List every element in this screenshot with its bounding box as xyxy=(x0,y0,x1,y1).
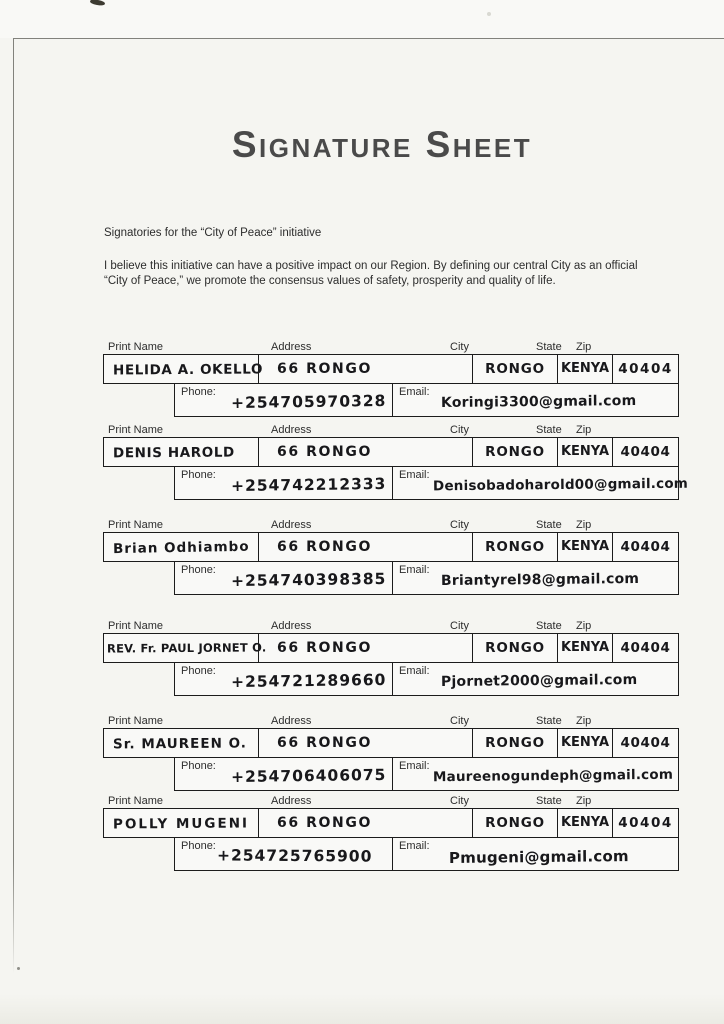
entry-main-row xyxy=(103,808,679,838)
zip-value: 40404 xyxy=(620,444,671,460)
print-name-label: Print Name xyxy=(108,519,164,531)
zip-value: 40404 xyxy=(620,640,671,656)
state-value: KENYA xyxy=(560,735,610,750)
paper-left-edge xyxy=(13,38,14,974)
city-cell xyxy=(472,355,557,383)
email-cell xyxy=(393,758,678,790)
state-cell xyxy=(557,809,612,837)
state-label: State xyxy=(536,341,562,353)
print-name-label: Print Name xyxy=(108,424,164,436)
phone-cell xyxy=(175,663,393,695)
zip-label: Zip xyxy=(576,715,592,727)
scan-speck xyxy=(17,967,20,970)
entry-contact-row xyxy=(174,757,679,791)
print-name-label: Print Name xyxy=(108,341,164,353)
state-label: State xyxy=(536,620,562,632)
state-cell xyxy=(557,355,612,383)
phone-cell xyxy=(175,758,393,790)
city-value: RONGO xyxy=(485,640,545,656)
entry-contact-row xyxy=(174,561,679,595)
zip-label: Zip xyxy=(576,341,592,353)
city-value: RONGO xyxy=(485,361,545,377)
phone-label: Phone: xyxy=(181,759,216,772)
email-value: Denisobadoharold00@gmail.com xyxy=(432,475,689,494)
phone-label: Phone: xyxy=(181,468,216,481)
state-cell xyxy=(557,533,612,561)
phone-cell xyxy=(175,838,393,870)
signature-blocks xyxy=(103,0,689,1024)
zip-cell xyxy=(612,809,678,837)
phone-cell xyxy=(175,467,393,499)
address-value: 66 RONGO xyxy=(277,735,372,751)
email-cell xyxy=(393,562,678,594)
print-name-cell xyxy=(104,355,264,383)
email-value: Briantyrel98@gmail.com xyxy=(440,570,640,589)
email-label: Email: xyxy=(399,385,430,398)
email-cell xyxy=(393,838,678,870)
city-label: City xyxy=(450,620,469,632)
print-name-cell xyxy=(104,729,258,757)
entry-main-row xyxy=(103,437,679,467)
print-name-cell xyxy=(104,809,258,837)
entry-contact-row xyxy=(174,466,689,500)
email-cell xyxy=(393,384,678,416)
state-label: State xyxy=(536,795,562,807)
city-label: City xyxy=(450,424,469,436)
zip-value: 40404 xyxy=(620,735,671,751)
address-cell xyxy=(258,438,472,466)
zip-label: Zip xyxy=(576,795,592,807)
address-label: Address xyxy=(271,519,312,531)
email-label: Email: xyxy=(399,664,430,677)
entry-contact-row xyxy=(174,662,679,696)
zip-value: 40404 xyxy=(620,539,671,555)
address-cell xyxy=(258,533,472,561)
entry-main-row xyxy=(103,532,679,562)
address-value: 66 RONGO xyxy=(277,640,372,656)
address-cell xyxy=(258,729,472,757)
zip-cell xyxy=(612,634,678,662)
email-cell xyxy=(393,663,678,695)
zip-label: Zip xyxy=(576,424,592,436)
zip-cell xyxy=(612,729,678,757)
print-name-value: DENIS HAROLD xyxy=(112,444,235,462)
email-cell xyxy=(393,467,689,499)
address-value: 66 RONGO xyxy=(277,815,372,831)
state-cell xyxy=(557,729,612,757)
email-value: Maureenogundeph@gmail.com xyxy=(432,766,674,785)
city-value: RONGO xyxy=(485,815,545,831)
column-headers xyxy=(103,795,679,808)
zip-label: Zip xyxy=(576,519,592,531)
city-cell xyxy=(472,809,557,837)
phone-label: Phone: xyxy=(181,839,216,852)
state-cell xyxy=(557,438,612,466)
phone-value: +254742212333 xyxy=(230,474,387,495)
address-label: Address xyxy=(271,795,312,807)
print-name-value: Sr. MAUREEN O. xyxy=(112,735,247,753)
print-name-value: Brian Odhiambo xyxy=(112,538,250,558)
address-label: Address xyxy=(271,424,312,436)
city-label: City xyxy=(450,341,469,353)
address-label: Address xyxy=(271,715,312,727)
address-label: Address xyxy=(271,341,312,353)
zip-value: 40404 xyxy=(618,815,673,831)
city-label: City xyxy=(450,795,469,807)
phone-label: Phone: xyxy=(181,664,216,677)
address-cell xyxy=(258,809,472,837)
print-name-value: REV. Fr. PAUL JORNET O. xyxy=(106,640,267,656)
phone-label: Phone: xyxy=(181,563,216,576)
address-value: 66 RONGO xyxy=(277,444,372,460)
entry-main-row xyxy=(103,633,679,663)
state-value: KENYA xyxy=(560,539,610,554)
print-name-label: Print Name xyxy=(108,715,164,727)
zip-cell xyxy=(612,438,678,466)
signature-block xyxy=(103,519,679,595)
column-headers xyxy=(103,519,679,532)
state-label: State xyxy=(536,424,562,436)
print-name-label: Print Name xyxy=(108,795,164,807)
signature-block xyxy=(103,715,679,791)
email-label: Email: xyxy=(399,759,430,772)
print-name-value: HELIDA A. OKELLO xyxy=(112,361,264,379)
zip-cell xyxy=(612,355,678,383)
signature-block xyxy=(103,341,679,417)
column-headers xyxy=(103,620,679,633)
signature-block xyxy=(103,620,679,696)
city-label: City xyxy=(450,519,469,531)
phone-label: Phone: xyxy=(181,385,216,398)
city-cell xyxy=(472,438,557,466)
print-name-value: POLLY MUGENI xyxy=(112,815,250,833)
phone-value: +254721289660 xyxy=(230,670,387,691)
email-value: Pmugeni@gmail.com xyxy=(448,846,629,867)
state-label: State xyxy=(536,715,562,727)
phone-cell xyxy=(175,562,393,594)
state-label: State xyxy=(536,519,562,531)
column-headers xyxy=(103,715,679,728)
page-title: Signature Sheet xyxy=(231,124,533,165)
phone-value: +254725765900 xyxy=(216,845,373,866)
phone-value: +254706406075 xyxy=(230,765,387,786)
print-name-cell xyxy=(104,438,258,466)
phone-value: +254705970328 xyxy=(230,391,387,412)
address-label: Address xyxy=(271,620,312,632)
column-headers xyxy=(103,424,679,437)
city-cell xyxy=(472,729,557,757)
city-value: RONGO xyxy=(485,444,545,460)
city-cell xyxy=(472,533,557,561)
print-name-cell xyxy=(104,533,258,561)
city-cell xyxy=(472,634,557,662)
city-label: City xyxy=(450,715,469,727)
entry-contact-row xyxy=(174,383,679,417)
column-headers xyxy=(103,341,679,354)
phone-cell xyxy=(175,384,393,416)
zip-label: Zip xyxy=(576,620,592,632)
signature-block xyxy=(103,795,679,871)
entry-main-row xyxy=(103,354,679,384)
email-value: Pjornet2000@gmail.com xyxy=(440,671,638,690)
print-name-cell xyxy=(104,634,267,662)
city-value: RONGO xyxy=(485,735,545,751)
city-value: RONGO xyxy=(485,539,545,555)
state-value: KENYA xyxy=(560,640,610,655)
email-label: Email: xyxy=(399,563,430,576)
email-value: Koringi3300@gmail.com xyxy=(440,392,637,411)
state-value: KENYA xyxy=(560,444,610,459)
address-cell xyxy=(258,355,472,383)
signature-block xyxy=(103,424,689,500)
print-name-label: Print Name xyxy=(108,620,164,632)
zip-cell xyxy=(612,533,678,561)
zip-value: 40404 xyxy=(618,361,673,377)
address-value: 66 RONGO xyxy=(277,361,372,377)
state-value: KENYA xyxy=(560,815,610,830)
address-cell xyxy=(258,634,472,662)
subtitle: Signatories for the “City of Peace” initiative xyxy=(104,227,322,239)
entry-contact-row xyxy=(174,837,679,871)
entry-main-row xyxy=(103,728,679,758)
email-label: Email: xyxy=(399,839,430,852)
intro-paragraph: I believe this initiative can have a positive impact on our Region. By defining our central City as an official “City of Peace,” we promote the consensus values of safety, prosperity and quality of life. xyxy=(104,260,638,288)
state-cell xyxy=(557,634,612,662)
state-value: KENYA xyxy=(560,361,610,376)
email-label: Email: xyxy=(399,468,430,481)
address-value: 66 RONGO xyxy=(277,539,372,555)
phone-value: +254740398385 xyxy=(230,569,387,590)
